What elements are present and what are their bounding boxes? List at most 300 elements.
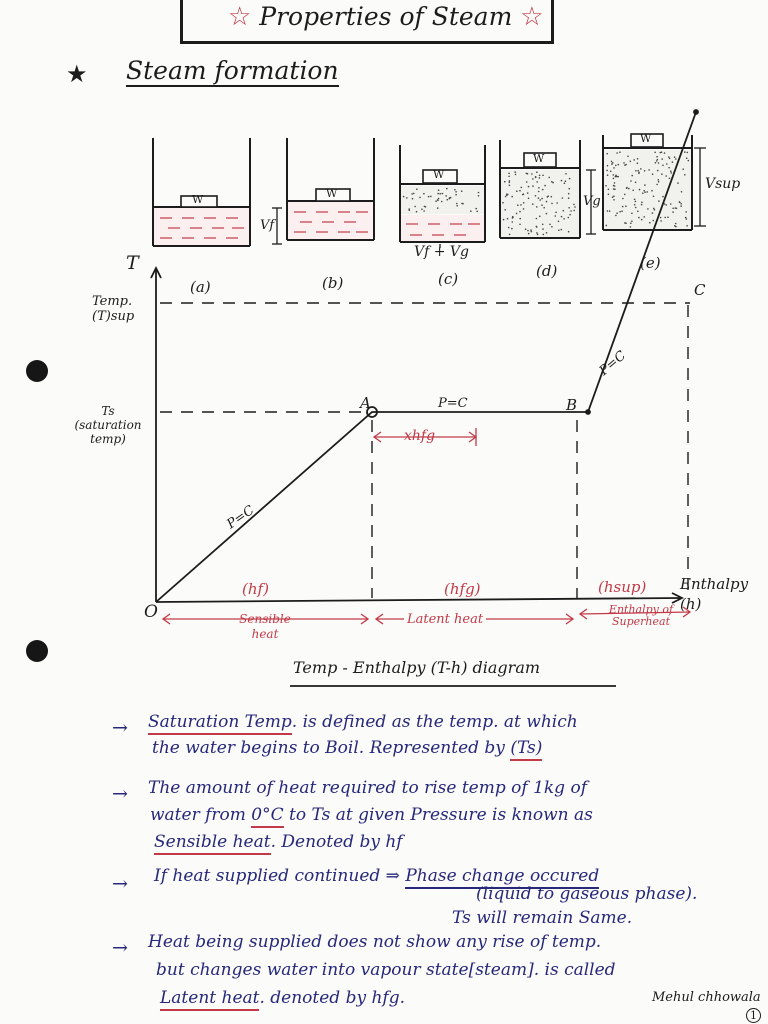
steam-dot: [551, 203, 553, 205]
star-icon: ☆: [228, 2, 252, 32]
steam-dot: [476, 211, 478, 213]
steam-dot: [561, 216, 563, 218]
steam-dot: [508, 227, 510, 229]
steam-dot: [569, 214, 571, 216]
steam-dot: [551, 181, 553, 183]
steam-dot: [549, 224, 551, 226]
steam-dot: [568, 193, 570, 195]
steam-dot: [416, 211, 418, 213]
steam-dot: [570, 210, 572, 212]
steam-dot: [680, 203, 682, 205]
steam-dot: [568, 231, 570, 233]
steam-dot: [624, 194, 626, 196]
steam-dot: [615, 175, 617, 177]
cylinder-label-b: (b): [322, 274, 344, 292]
steam-dot: [552, 182, 554, 184]
steam-dot: [419, 197, 421, 199]
steam-dot: [411, 193, 413, 195]
steam-dot: [505, 196, 507, 198]
steam-dot: [569, 188, 571, 190]
steam-dot: [625, 205, 627, 207]
y-tick-tsup: Temp. (T)sup: [92, 294, 135, 324]
steam-dot: [519, 190, 521, 192]
steam-dot: [558, 229, 560, 231]
note-3-line-3: Ts will remain Same.: [452, 908, 633, 928]
steam-dot: [662, 196, 664, 198]
steam-dot: [658, 181, 660, 183]
steam-dot: [642, 192, 644, 194]
steam-dot: [449, 198, 451, 200]
steam-dot: [654, 209, 656, 211]
steam-dot: [653, 208, 655, 210]
steam-dot: [438, 189, 440, 191]
steam-dot: [516, 213, 518, 215]
steam-dot: [657, 170, 659, 172]
y-tick-ts: Ts (saturation temp): [74, 404, 142, 446]
steam-dot: [437, 199, 439, 201]
arrow-icon: →: [112, 873, 128, 895]
steam-dot: [675, 158, 677, 160]
steam-dot: [421, 208, 423, 210]
steam-dot: [652, 212, 654, 214]
steam-dot: [450, 197, 452, 199]
steam-dot: [635, 207, 637, 209]
steam-dot: [409, 209, 411, 211]
steam-dot: [470, 210, 472, 212]
note-3-line-2: (liquid to gaseous phase).: [476, 884, 698, 904]
steam-dot: [543, 234, 545, 236]
steam-dot: [509, 182, 511, 184]
steam-dot: [516, 190, 518, 192]
steam-dot: [441, 201, 443, 203]
steam-dot: [528, 198, 530, 200]
note-1-line-2: the water begins to Boil. Represented by (Ts): [152, 738, 542, 758]
steam-dot: [478, 192, 480, 194]
steam-dot: [679, 201, 681, 203]
steam-dot: [664, 217, 666, 219]
steam-dot: [507, 218, 509, 220]
steam-dot: [523, 202, 525, 204]
steam-dot: [542, 175, 544, 177]
y-axis-label: T: [126, 252, 139, 274]
steam-dot: [686, 225, 688, 227]
steam-dot: [403, 196, 405, 198]
steam-dot: [406, 197, 408, 199]
note-3-line-1: If heat supplied continued ⇒ Phase change occured: [154, 866, 599, 886]
signature: Mehul chhowala: [652, 990, 761, 1005]
steam-dot: [668, 167, 670, 169]
weight-label: W: [640, 132, 652, 145]
note-2-line-1: The amount of heat required to rise temp of 1kg of: [148, 778, 587, 798]
steam-dot: [630, 222, 632, 224]
steam-dot: [519, 211, 521, 213]
steam-dot: [538, 187, 540, 189]
steam-dot: [681, 191, 683, 193]
steam-dot: [613, 195, 615, 197]
steam-dot: [437, 207, 439, 209]
region-label-hfg: (hfg): [444, 580, 481, 598]
steam-dot: [542, 189, 544, 191]
steam-dot: [669, 178, 671, 180]
steam-dot: [660, 217, 662, 219]
x-axis-label: Enthalpy (h): [680, 575, 749, 613]
steam-dot: [439, 193, 441, 195]
region-name-superheat: Enthalpy of Superheat: [608, 603, 674, 628]
steam-dot: [637, 211, 639, 213]
steam-dot: [423, 210, 425, 212]
steam-dot: [512, 221, 514, 223]
steam-dot: [551, 226, 553, 228]
steam-dot: [563, 210, 565, 212]
vsup-label: Vsup: [705, 176, 741, 192]
steam-dot: [667, 216, 669, 218]
steam-dot: [503, 219, 505, 221]
steam-dot: [622, 198, 624, 200]
steam-dot: [637, 162, 639, 164]
steam-dot: [558, 221, 560, 223]
steam-dot: [685, 217, 687, 219]
steam-dot: [615, 165, 617, 167]
steam-dot: [416, 188, 418, 190]
region-name-latent: Latent heat: [404, 612, 486, 627]
steam-dot: [611, 163, 613, 165]
steam-dot: [536, 232, 538, 234]
steam-dot: [616, 212, 618, 214]
steam-dot: [428, 196, 430, 198]
steam-dot: [661, 151, 663, 153]
point-label-o: O: [144, 602, 158, 622]
steam-dot: [478, 195, 480, 197]
steam-dot: [613, 167, 615, 169]
steam-dot: [430, 196, 432, 198]
steam-dot: [475, 208, 477, 210]
steam-dot: [615, 215, 617, 217]
steam-dot: [563, 218, 565, 220]
steam-dot: [613, 199, 615, 201]
steam-dot: [568, 197, 570, 199]
steam-dot: [625, 164, 627, 166]
steam-dot: [573, 210, 575, 212]
steam-dot: [631, 213, 633, 215]
steam-dot: [538, 191, 540, 193]
weight-label: W: [433, 168, 445, 181]
steam-dot: [504, 181, 506, 183]
steam-dot: [542, 224, 544, 226]
steam-dot: [532, 178, 534, 180]
steam-dot: [455, 194, 457, 196]
section-heading-text: Steam formation: [126, 56, 339, 85]
steam-dot: [644, 170, 646, 172]
steam-dot: [508, 176, 510, 178]
steam-dot: [546, 213, 548, 215]
segment-label-bc: P=C: [596, 348, 629, 379]
steam-dot: [454, 189, 456, 191]
steam-dot: [654, 152, 656, 154]
steam-dot: [607, 210, 609, 212]
steam-dot: [616, 152, 618, 154]
steam-dot: [541, 198, 543, 200]
note-4-line-2: but changes water into vapour state[steam]. is called: [156, 960, 616, 980]
steam-dot: [656, 160, 658, 162]
steam-dot: [651, 190, 653, 192]
steam-dot: [541, 204, 543, 206]
steam-dot: [442, 193, 444, 195]
steam-dot: [617, 176, 619, 178]
steam-dot: [670, 172, 672, 174]
steam-dot: [564, 182, 566, 184]
steam-dot: [509, 185, 511, 187]
steam-dot: [677, 182, 679, 184]
steam-dot: [660, 220, 662, 222]
steam-dot: [447, 199, 449, 201]
steam-dot: [686, 218, 688, 220]
steam-dot: [675, 223, 677, 225]
note-2-line-3: Sensible heat. Denoted by hf: [154, 832, 403, 852]
steam-dot: [613, 188, 615, 190]
steam-dot: [437, 193, 439, 195]
steam-dot: [609, 210, 611, 212]
steam-dot: [527, 230, 529, 232]
steam-dot: [640, 168, 642, 170]
arrow-icon: →: [112, 783, 128, 805]
steam-dot: [536, 218, 538, 220]
steam-dot: [539, 175, 541, 177]
steam-dot: [569, 178, 571, 180]
steam-dot: [612, 196, 614, 198]
steam-dot: [446, 188, 448, 190]
steam-dot: [423, 193, 425, 195]
steam-dot: [424, 206, 426, 208]
steam-dot: [608, 194, 610, 196]
cylinder-label-d: (d): [536, 262, 558, 280]
steam-dot: [607, 165, 609, 167]
steam-dot: [530, 229, 532, 231]
star-icon: ☆: [520, 2, 544, 32]
note-4-line-3: Latent heat. denoted by hfg.: [160, 988, 405, 1008]
steam-dot: [542, 228, 544, 230]
steam-dot: [649, 222, 651, 224]
steam-dot: [619, 151, 621, 153]
steam-dot: [657, 159, 659, 161]
steam-dot: [527, 173, 529, 175]
steam-dot: [523, 193, 525, 195]
steam-dot: [556, 202, 558, 204]
steam-dot: [658, 179, 660, 181]
steam-dot: [672, 161, 674, 163]
xhfg-label: xhfg: [404, 428, 436, 444]
steam-dot: [435, 200, 437, 202]
steam-dot: [685, 211, 687, 213]
steam-dot: [562, 197, 564, 199]
steam-dot: [674, 156, 676, 158]
steam-dot: [548, 177, 550, 179]
note-1-line-1: Saturation Temp. is defined as the temp. at which: [148, 712, 578, 732]
steam-dot: [661, 158, 663, 160]
steam-dot: [630, 161, 632, 163]
steam-dot: [574, 206, 576, 208]
chart-title: Temp - Enthalpy (T-h) diagram: [293, 658, 541, 677]
weight-label: W: [533, 152, 545, 165]
steam-dot: [607, 174, 609, 176]
steam-dot: [665, 175, 667, 177]
steam-dot: [680, 205, 682, 207]
steam-dot: [687, 152, 689, 154]
steam-dot: [653, 196, 655, 198]
steam-dot: [539, 177, 541, 179]
steam-dot: [520, 204, 522, 206]
steam-dot: [661, 173, 663, 175]
steam-dot: [643, 216, 645, 218]
steam-dot: [539, 216, 541, 218]
steam-dot: [675, 207, 677, 209]
vg-label: Vg: [583, 194, 601, 209]
steam-dot: [413, 193, 415, 195]
steam-dot: [656, 156, 658, 158]
steam-dot: [643, 190, 645, 192]
steam-dot: [535, 177, 537, 179]
steam-dot: [555, 215, 557, 217]
segment-label-oa: P=C: [224, 502, 258, 533]
steam-dot: [637, 170, 639, 172]
steam-dot: [551, 196, 553, 198]
steam-dot: [619, 211, 621, 213]
steam-dot: [573, 204, 575, 206]
steam-dot: [512, 216, 514, 218]
steam-dot: [519, 218, 521, 220]
steam-dot: [523, 208, 525, 210]
steam-dot: [532, 203, 534, 205]
point-marker-b: [586, 410, 590, 414]
arrow-icon: →: [112, 937, 128, 959]
cylinder-label-c: (c): [438, 270, 459, 288]
x-axis: [156, 598, 680, 602]
steam-dot: [623, 162, 625, 164]
steam-dot: [641, 219, 643, 221]
steam-dot: [536, 226, 538, 228]
steam-dot: [508, 173, 510, 175]
steam-dot: [627, 156, 629, 158]
steam-dot: [628, 188, 630, 190]
cylinder-label-a: (a): [190, 278, 211, 296]
steam-dot: [655, 162, 657, 164]
steam-dot: [531, 173, 533, 175]
steam-dot: [543, 207, 545, 209]
steam-dot: [519, 224, 521, 226]
steam-dot: [666, 163, 668, 165]
steam-dot: [631, 220, 633, 222]
steam-dot: [656, 184, 658, 186]
steam-dot: [662, 165, 664, 167]
steam-dot: [664, 203, 666, 205]
steam-dot: [652, 173, 654, 175]
steam-dot: [647, 208, 649, 210]
region-name-sensible: Sensible heat: [239, 612, 291, 641]
steam-dot: [526, 181, 528, 183]
steam-dot: [568, 217, 570, 219]
weight-label: W: [192, 193, 204, 206]
steam-dot: [502, 202, 504, 204]
steam-dot: [631, 175, 633, 177]
steam-dot: [536, 181, 538, 183]
steam-dot: [537, 234, 539, 236]
steam-dot: [438, 198, 440, 200]
steam-dot: [456, 203, 458, 205]
steam-dot: [547, 195, 549, 197]
steam-dot: [613, 185, 615, 187]
steam-dot: [546, 232, 548, 234]
steam-dot: [613, 178, 615, 180]
steam-dot: [532, 185, 534, 187]
point-marker-c: [694, 110, 698, 114]
steam-dot: [665, 204, 667, 206]
steam-dot: [674, 225, 676, 227]
steam-dot: [527, 192, 529, 194]
region-label-hsup: (hsup): [598, 578, 647, 596]
steam-dot: [610, 171, 612, 173]
steam-dot: [509, 180, 511, 182]
steam-dot: [632, 190, 634, 192]
steam-dot: [606, 170, 608, 172]
steam-dot: [461, 203, 463, 205]
point-label-a: A: [360, 394, 371, 412]
steam-dot: [565, 180, 567, 182]
steam-dot: [605, 185, 607, 187]
steam-dot: [670, 170, 672, 172]
steam-dot: [506, 193, 508, 195]
steam-dot: [528, 186, 530, 188]
note-4-line-1: Heat being supplied does not show any rise of temp.: [148, 932, 602, 952]
steam-dot: [648, 169, 650, 171]
steam-dot: [521, 187, 523, 189]
steam-dot: [638, 217, 640, 219]
steam-dot: [539, 199, 541, 201]
steam-dot: [644, 184, 646, 186]
steam-dot: [641, 204, 643, 206]
region-label-hf: (hf): [242, 580, 269, 598]
steam-dot: [606, 225, 608, 227]
vf-label: Vf: [260, 218, 275, 233]
steam-dot: [565, 173, 567, 175]
vf-vg-label: Vf + Vg: [414, 244, 469, 260]
steam-dot: [688, 160, 690, 162]
steam-dot: [536, 171, 538, 173]
steam-dot: [622, 206, 624, 208]
steam-dot: [511, 228, 513, 230]
steam-dot: [635, 201, 637, 203]
steam-dot: [658, 200, 660, 202]
steam-dot: [509, 234, 511, 236]
steam-dot: [614, 182, 616, 184]
weight-label: W: [326, 187, 338, 200]
page-number: 1: [746, 1008, 761, 1023]
steam-dot: [644, 191, 646, 193]
steam-dot: [634, 204, 636, 206]
steam-dot: [684, 151, 686, 153]
steam-dot: [634, 199, 636, 201]
steam-dot: [455, 191, 457, 193]
steam-dot: [613, 174, 615, 176]
steam-dot: [672, 208, 674, 210]
steam-dot: [568, 207, 570, 209]
steam-dot: [638, 172, 640, 174]
steam-dot: [633, 159, 635, 161]
steam-dot: [525, 228, 527, 230]
steam-dot: [461, 190, 463, 192]
steam-dot: [635, 170, 637, 172]
steam-dot: [546, 201, 548, 203]
steam-dot: [608, 189, 610, 191]
steam-dot: [618, 164, 620, 166]
